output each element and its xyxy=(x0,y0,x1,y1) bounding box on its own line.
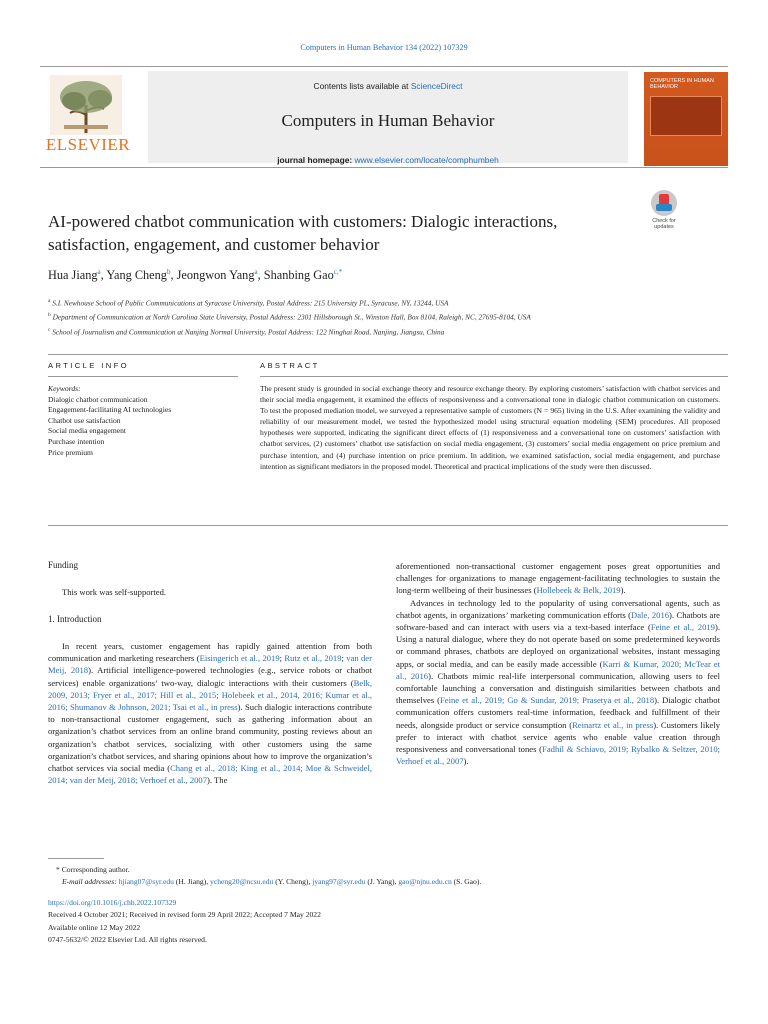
divider xyxy=(48,376,238,377)
homepage-link[interactable]: www.elsevier.com/locate/comphumbeh xyxy=(354,155,499,165)
divider xyxy=(260,376,728,377)
footnotes xyxy=(48,864,728,889)
left-column xyxy=(48,640,372,786)
citation-link[interactable]: Feine et al., 2019 xyxy=(650,622,715,633)
keywords-list xyxy=(48,384,228,458)
cover-title: COMPUTERS IN HUMAN BEHAVIOR xyxy=(650,78,714,90)
email-label: E-mail addresses: xyxy=(62,877,117,887)
journal-title: Computers in Human Behavior xyxy=(281,111,495,130)
intro-paragraph: In recent years, customer engagement has rapidly gained attention from both communication and marketing researchers (Eisingerich et al., 2019; Rutz et al., 2019; van der Meij, 2018). Artificial intelligence-powered technologies (e.g., service robots or chatbot services) enable organizations’ two-way, dialogic interactions with their customers (Belk, 2009, 2013; Fryer et al., 2017; Hill et al., 2015; Holebeek et al., 2014, 2016; Kumar et al., 2016; Shumanov & Johnson, 2021; Tsai et al., in press). Such dialogic interactions contribute to non-transactional customer engagement, such as gathering information about an organization’s chatbot services from an online brand community, posting reviews about an organization’s chatbot services, socializing with other customers using the same organization’s chatbot services, and sharing opinions about how to improve the organization’s chatbot services via social media (Chang et al., 2018; King et al., 2014; Moe & Schweidel, 2014; van der Meij, 2018; Verhoef et al., 2007). The xyxy=(48,641,372,786)
intro-paragraph: Advances in technology led to the popularity of using conversational agents, such as chatbot agents, in organizations’ marketing communication efforts (Dale, 2016). Chatbots are software-based and can interact with users via a text-based interface (Feine et al., 2019). Using a natural dialogue, where they do not operate based on some predetermined keywords or command phrases, chatbots are deployed on organizational websites, instant messaging apps, or social media, and can be easily made accessible (Karri & Kumar, 2020; McTear et al., 2016). Chatbots mimic real-life interpersonal communication, allowing users to feel comfortable launching a conversation and distinguish similarities between chatbots and themselves (Feine et al., 2019; Go & Sundar, 2019; Prasetya et al., 2018). Dialogic chatbot communication offers customers real-time information, feedback and fulfillment of their needs, alongside product or service consumption (Reinartz et al., in press). Customers likely prefer to interact with chatbot service agents who enable value creation through responsiveness and conversational tones (Fadhil & Schiavo, 2019; Rybalko & Seltzer, 2010; Verhoef et al., 2007). xyxy=(396,597,721,767)
author-list: Hua Jiang$^a$, Yang Cheng$^b$, Jeongwon Yang$^a$, Shanbing Gao$^{c,*}$ xyxy=(48,268,343,283)
check-for-updates-badge[interactable] xyxy=(646,190,682,232)
author-affil-sup[interactable]: c,* xyxy=(333,268,343,276)
email-link[interactable]: hjiang07@syr.edu xyxy=(118,877,174,887)
author-affil-sup[interactable]: a xyxy=(97,268,101,276)
article-title: AI-powered chatbot communication with customers: Dialogic interactions, satisfaction, engagement, and customer behavior xyxy=(48,212,558,254)
homepage-label: journal homepage: xyxy=(277,155,355,165)
elsevier-tree-icon xyxy=(50,75,122,135)
abstract-heading: ABSTRACT xyxy=(260,361,320,370)
keyword: Dialogic chatbot communication xyxy=(48,394,148,404)
elsevier-logo[interactable] xyxy=(40,75,136,165)
citation-link[interactable]: Hollebeek & Belk, 2019 xyxy=(536,585,621,596)
keyword: Chatbot use satisfaction xyxy=(48,415,121,425)
citation-link[interactable]: Chang et al., 2018; King et al., 2014; Moe & Schweidel, 2014; van der Meij, 2018; Verhoef et al., 2007 xyxy=(48,763,372,786)
journal-masthead xyxy=(40,66,728,168)
abstract-text: The present study is grounded in social exchange theory and resource exchange theory. By exploring customers’ satisfaction with chatbot services and their social media engagement, it examined the effects of responsiveness and a conversational tone in dialogic chatbot communication on customers. To test the proposed mediation model, we surveyed a representative sample of customers (N = 965) living in the U.S. After examining the validity and reliability of our measurement model, we tested the hypothesized model using structural equation modeling (SEM) procedures. All proposed hypotheses were supported, indicating the significant direct effects of (1) responsiveness and a conversational tone on customers’ satisfaction with chatbot services, (2) customers’ chatbot use satisfaction on social media engagement, (3) customers’ social media engagement on price premium and purchase intention, and (4) purchase intention on price premium. In addition, we examined satisfaction, social media engagement, and purchase intention as significant mediators in the proposed model. Theoretical and practical implications of the study were then discussed. xyxy=(260,384,720,471)
email-link[interactable]: jyang97@syr.edu xyxy=(312,877,366,887)
keyword: Engagement-facilitating AI technologies xyxy=(48,405,172,415)
email-note: E-mail addresses: hjiang07@syr.edu (H. Jiang), ycheng20@ncsu.edu (Y. Cheng), jyang97@syr.edu (J. Yang), gao@njnu.edu.cn (S. Gao). xyxy=(62,877,482,887)
affiliations xyxy=(48,295,688,338)
crossmark-line-1: Check for xyxy=(652,218,676,224)
author-name: Shanbing Gao xyxy=(263,268,334,283)
funding-text: This work was self-supported. xyxy=(62,587,167,597)
author-affil-sup[interactable]: b xyxy=(166,268,171,276)
crossmark-icon xyxy=(651,190,677,216)
citation-link[interactable]: Belk, 2009, 2013; Fryer et al., 2017; Hill et al., 2015; Holebeek et al., 2014, 2016; Kumar et al., 2016; Shumanov & Johnson, 2021; Tsai et al., in press xyxy=(48,677,372,713)
divider xyxy=(48,525,728,526)
email-link[interactable]: ycheng20@ncsu.edu xyxy=(210,877,274,887)
funding-heading: Funding xyxy=(48,560,79,570)
citation-link[interactable]: van der Meij, 2018 xyxy=(48,653,372,676)
affiliation-item: $^a$ S.I. Newhouse School of Public Communications at Syracuse University, Postal Address: 215 University PL, Syracuse, NY, 13244, USA xyxy=(48,298,449,308)
available-online: Available online 12 May 2022 xyxy=(48,922,141,932)
citation-link[interactable]: Rutz et al., 2019 xyxy=(284,653,342,664)
citation-link[interactable]: Karri & Kumar, 2020; McTear et al., 2016 xyxy=(396,658,720,681)
doi-link[interactable]: https://doi.org/10.1016/j.chb.2022.107329 xyxy=(48,898,177,907)
footnote-rule xyxy=(48,858,104,859)
right-column xyxy=(396,560,720,767)
crossmark-label xyxy=(646,218,682,230)
citation-link[interactable]: Dale, 2016 xyxy=(631,609,670,620)
article-info-heading: ARTICLE INFO xyxy=(48,361,129,370)
keywords-label: Keywords: xyxy=(48,384,81,393)
affiliation-item: $^c$ School of Journalism and Communication at Nanjing Normal University, Postal Address: 122 Ninghai Road, Nanjing, Jiangsu, China xyxy=(48,326,445,337)
publication-info xyxy=(48,897,728,947)
introduction-heading: 1. Introduction xyxy=(48,614,102,624)
author-name: Hua Jiang xyxy=(48,268,98,283)
keyword: Purchase intention xyxy=(48,436,105,446)
affiliation-item: $^b$ Department of Communication at North Carolina State University, Postal Address: 2301 Hillsborough St., Winston Hall, Box 8104, Raleigh, NC, 27695-8104, USA xyxy=(48,312,531,322)
author-name: Yang Cheng xyxy=(106,268,167,283)
keyword: Price premium xyxy=(48,447,93,457)
received-dates: Received 4 October 2021; Received in revised form 29 April 2022; Accepted 7 May 2022 xyxy=(48,910,321,920)
sciencedirect-link[interactable]: ScienceDirect xyxy=(410,81,463,91)
email-link[interactable]: gao@njnu.edu.cn xyxy=(398,877,452,887)
elsevier-wordmark: ELSEVIER xyxy=(45,135,131,154)
citation-link[interactable]: Fadhil & Schiavo, 2019; Rybalko & Seltzer, 2010; Verhoef et al., 2007 xyxy=(396,744,720,767)
divider xyxy=(48,354,728,355)
crossmark-line-2: updates xyxy=(654,224,674,230)
contents-line xyxy=(148,81,628,91)
homepage-line xyxy=(148,155,628,165)
contents-prefix: Contents lists available at xyxy=(313,81,411,91)
cover-image xyxy=(650,96,722,136)
journal-cover-thumbnail[interactable] xyxy=(644,72,728,166)
journal-info-box xyxy=(148,71,628,163)
running-head[interactable]: Computers in Human Behavior 134 (2022) 107329 xyxy=(300,43,468,52)
corresponding-author-note: * Corresponding author. xyxy=(56,865,130,874)
citation-link[interactable]: Eisingerich et al., 2019 xyxy=(199,653,280,664)
citation-link[interactable]: Reinartz et al., in press xyxy=(572,719,654,730)
citation-link[interactable]: Feine et al., 2019; Go & Sundar, 2019; Prasetya et al., 2018 xyxy=(440,695,655,706)
author-name: Jeongwon Yang xyxy=(176,268,255,283)
author-affil-sup[interactable]: a xyxy=(254,268,258,276)
copyright: 0747-5632/© 2022 Elsevier Ltd. All rights reserved. xyxy=(48,935,207,945)
keyword: Social media engagement xyxy=(48,426,127,436)
intro-paragraph: aforementioned non-transactional customer engagement poses great opportunities and challenges for organizations to manage engagement-facilitating technologies to sustain the long-term wellbeing of their businesses (Hollebeek & Belk, 2019). xyxy=(396,561,720,596)
